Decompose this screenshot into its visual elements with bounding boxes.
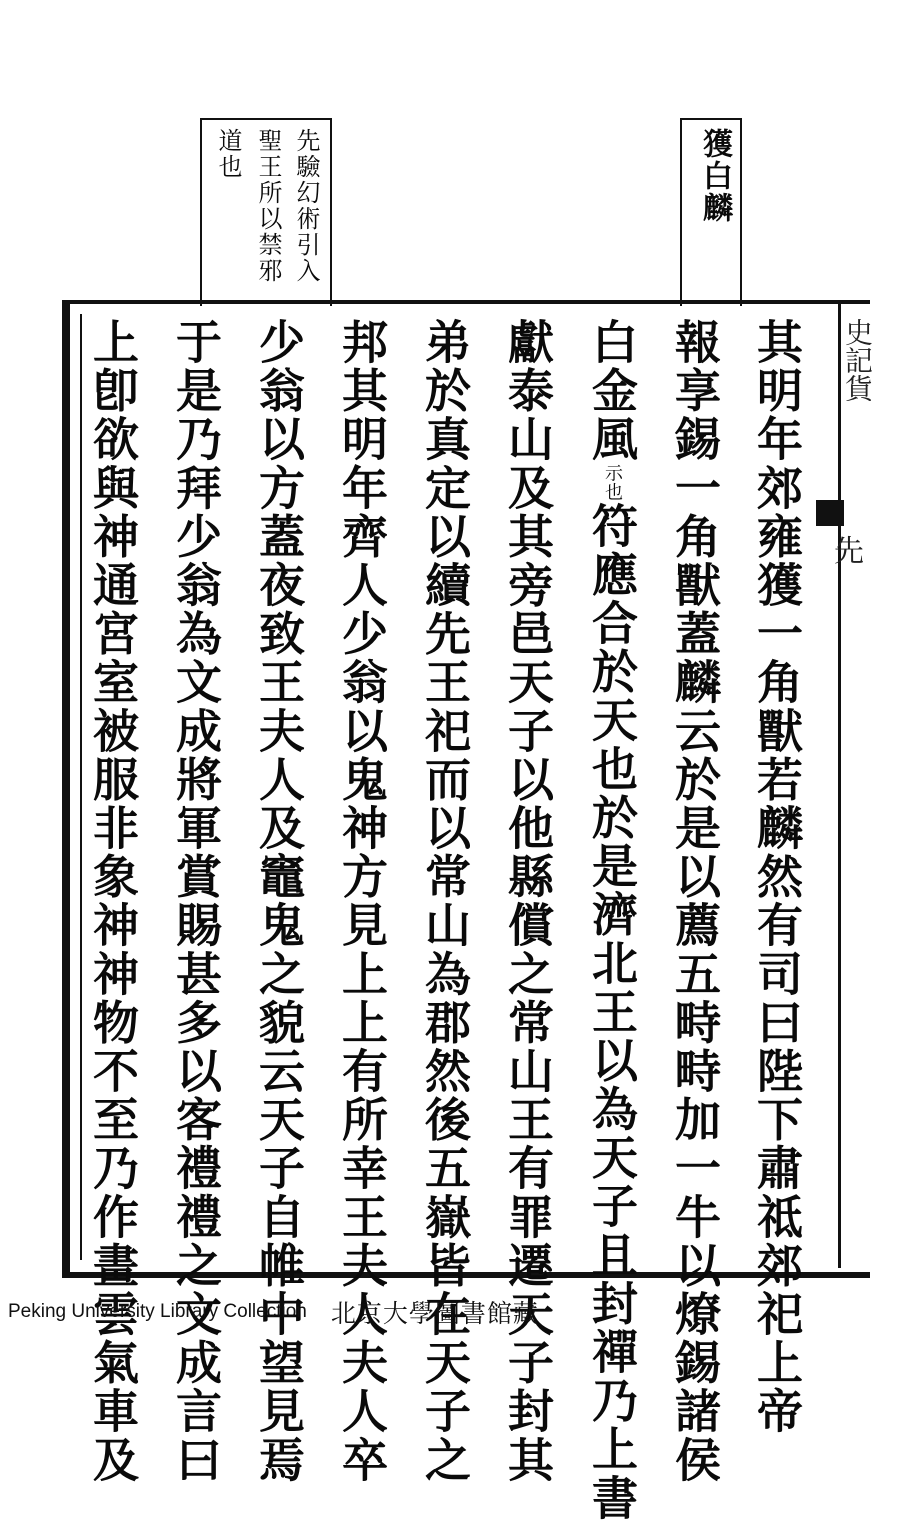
interlinear-note: 示也 bbox=[602, 463, 623, 502]
frame-right-rule bbox=[838, 300, 841, 1268]
column-text: 少翁以方蓋夜致王夫人及竈鬼之貌云天子自帷中望見焉 bbox=[252, 318, 306, 1485]
column-text: 上卽欲與神通宮室被服非象神神物不至乃作畫雲氣車及 bbox=[86, 318, 140, 1485]
text-column-1 bbox=[752, 318, 802, 1436]
collection-label-zh: 北京大學圖書館藏 bbox=[330, 1299, 539, 1328]
column-text: 于是乃拜少翁為文成將軍賞賜甚多以客禮禮之文成言曰 bbox=[169, 318, 223, 1485]
column-text: 獻泰山及其旁邑天子以他縣償之常山王有罪遷天子封其 bbox=[501, 318, 555, 1485]
column-text: 其明年郊雍獲一角獸若麟然有司曰陛下肅祗郊祀上帝 bbox=[750, 318, 804, 1436]
slip-line: 道也 bbox=[214, 128, 242, 180]
frame-inner-rule bbox=[80, 314, 82, 1260]
slip-heading: 獲白麟 bbox=[697, 128, 732, 224]
running-head-title: 史記貨 bbox=[841, 318, 874, 402]
column-text: 報享錫一角獸蓋麟云於是以薦五畤畤加一牛以燎錫諸侯 bbox=[668, 318, 722, 1485]
collection-label-en: Peking University Library Collection bbox=[8, 1301, 307, 1322]
column-text: 符應合於天也於是濟北王以為天子且封禪乃上書 bbox=[585, 501, 639, 1522]
text-column-3 bbox=[587, 318, 637, 1522]
slip-line: 聖王所以禁邪 bbox=[254, 128, 282, 284]
marginal-note-slip-right bbox=[680, 118, 742, 306]
column-text: 白金風 bbox=[585, 318, 639, 464]
text-column-2 bbox=[670, 318, 720, 1484]
column-text: 弟於真定以續先王祀而以常山為郡然後五嶽皆在天子之 bbox=[418, 318, 472, 1485]
fish-tail-mark bbox=[816, 500, 844, 526]
collection-footer bbox=[8, 1296, 608, 1328]
column-text: 邦其明年齊人少翁以鬼神方見上上有所幸王夫人夫人卒 bbox=[335, 318, 389, 1485]
slip-line: 先驗幻術引入 bbox=[292, 128, 320, 284]
running-head-char: 先 bbox=[834, 534, 864, 569]
marginal-note-slip-left bbox=[200, 118, 332, 306]
